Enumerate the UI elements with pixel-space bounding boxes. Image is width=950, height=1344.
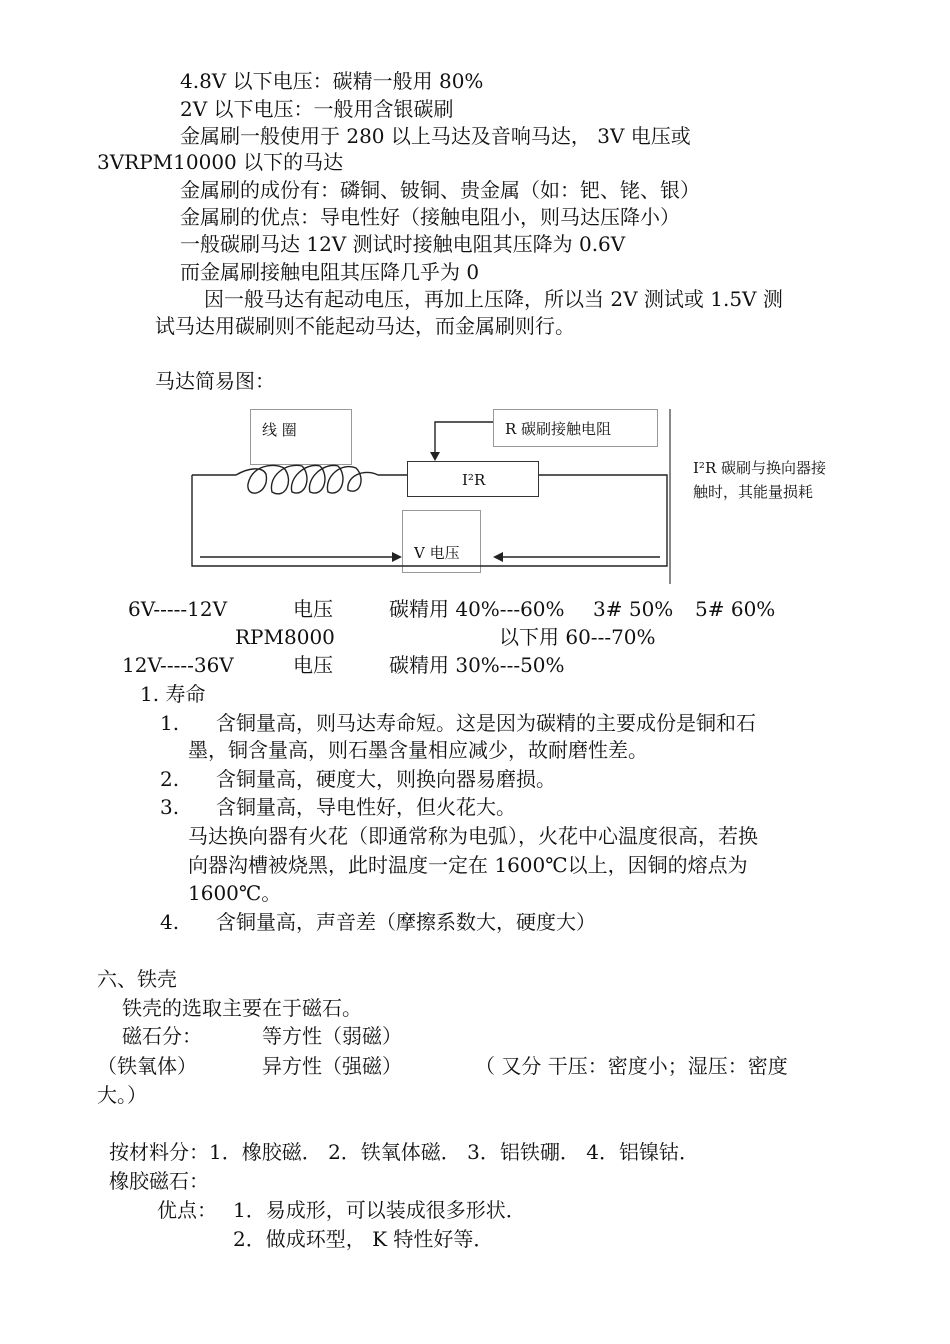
life-item3-number: 3. <box>160 795 180 819</box>
line-silver-brush: 2V 以下电压：一般用含银碳刷 <box>180 97 454 121</box>
line-metal-brush-usage-cont: 3VRPM10000 以下的马达 <box>97 150 344 174</box>
loss-note-line2: 触时，其能量损耗 <box>693 483 814 501</box>
spec-r1-voltage-range: 6V-----12V <box>128 597 228 621</box>
spec-r3-carbon: 碳精用 30%---50% <box>389 653 565 677</box>
line-metal-brush-usage: 金属刷一般使用于 280 以上马达及音响马达， 3V 电压或 <box>180 124 691 148</box>
advantage-1: 1．易成形，可以装成很多形状． <box>233 1198 526 1222</box>
life-item2: 含铜量高，硬度大，则换向器易磨损。 <box>216 767 556 791</box>
spec-r3-label: 电压 <box>293 653 333 677</box>
spec-r2-rpm: RPM8000 <box>235 625 335 649</box>
life-heading: 1. 寿命 <box>140 682 206 706</box>
magnet-press-types-cont: 大。） <box>97 1083 147 1107</box>
life-spark-line3: 1600℃。 <box>188 881 282 905</box>
line-carbon-4-8v: 4.8V 以下电压：碳精一般用 80% <box>180 69 484 93</box>
spec-r3-voltage-range: 12V-----36V <box>122 653 234 677</box>
shell-intro: 铁壳的选取主要在于磁石。 <box>122 996 362 1020</box>
coil <box>236 465 378 494</box>
line-metal-drop: 而金属刷接触电阻其压降几乎为 0 <box>180 260 480 284</box>
life-item1-number: 1. <box>160 711 180 735</box>
magnet-ferrite: （铁氧体） <box>97 1054 197 1078</box>
contact-arrow-line <box>435 422 493 454</box>
spec-r2-below: 以下用 60---70% <box>499 625 656 649</box>
magnet-isotropic: 等方性（弱磁） <box>262 1024 402 1048</box>
line-start-voltage: 因一般马达有起动电压，再加上压降，所以当 2V 测试或 1.5V 测 <box>204 287 783 311</box>
life-item1-line2: 墨，铜含量高，则石墨含量相应减少，故耐磨性差。 <box>188 738 648 762</box>
life-item3: 含铜量高，导电性好，但火花大。 <box>216 795 516 819</box>
contact-arrow-head <box>430 452 440 461</box>
voltage-arrow-left-head <box>392 552 402 562</box>
line-carbon-drop: 一般碳刷马达 12V 测试时接触电阻其压降为 0.6V <box>180 232 626 256</box>
spec-r1-label: 电压 <box>293 597 333 621</box>
rubber-magnet-heading: 橡胶磁石： <box>109 1169 209 1193</box>
life-item1-line1: 含铜量高，则马达寿命短。这是因为碳精的主要成份是铜和石 <box>216 711 756 735</box>
voltage-label: V 电压 <box>414 544 460 562</box>
magnet-class-label: 磁石分： <box>122 1024 202 1048</box>
life-item4-number: 4. <box>160 910 180 934</box>
resistance-label: R 碳刷接触电阻 <box>505 420 612 438</box>
advantage-2: 2．做成环型， K 特性好等． <box>233 1227 494 1251</box>
life-item2-number: 2. <box>160 767 180 791</box>
magnet-anisotropic: 异方性（强磁） <box>262 1054 402 1078</box>
line-metal-brush-advantage: 金属刷的优点：导电性好（接触电阻小，则马达压降小） <box>180 205 680 229</box>
life-item4: 含铜量高，声音差（摩擦系数大，硬度大） <box>216 910 596 934</box>
diagram-caption: 马达简易图： <box>155 369 275 393</box>
spec-r1-5: 5# 60% <box>695 597 776 621</box>
spec-r1-3: 3# 50% <box>593 597 674 621</box>
advantages-label: 优点： <box>157 1198 217 1222</box>
shell-heading: 六、铁壳 <box>97 967 177 991</box>
coil-label: 线 圈 <box>262 421 297 439</box>
voltage-arrow-right-head <box>493 552 503 562</box>
line-start-voltage-cont: 试马达用碳刷则不能起动马达，而金属刷则行。 <box>155 314 575 338</box>
loss-note-line1: I²R 碳刷与换向器接 <box>693 459 827 477</box>
spec-r1-carbon: 碳精用 40%---60% <box>389 597 565 621</box>
life-spark-line2: 向器沟槽被烧黑，此时温度一定在 1600℃以上，因铜的熔点为 <box>188 853 748 877</box>
i2r-label: I²R <box>462 471 486 489</box>
line-metal-brush-composition: 金属刷的成份有：磷铜、铍铜、贵金属（如：钯、铑、银） <box>180 178 700 202</box>
material-classification: 按材料分：1．橡胶磁． 2．铁氧体磁． 3．铝铁硼． 4．铝镍钴． <box>109 1140 699 1164</box>
magnet-press-types: （ 又分 干压：密度小；湿压：密度 <box>475 1054 788 1078</box>
life-spark-line1: 马达换向器有火花（即通常称为电弧），火花中心温度很高，若换 <box>188 824 758 848</box>
